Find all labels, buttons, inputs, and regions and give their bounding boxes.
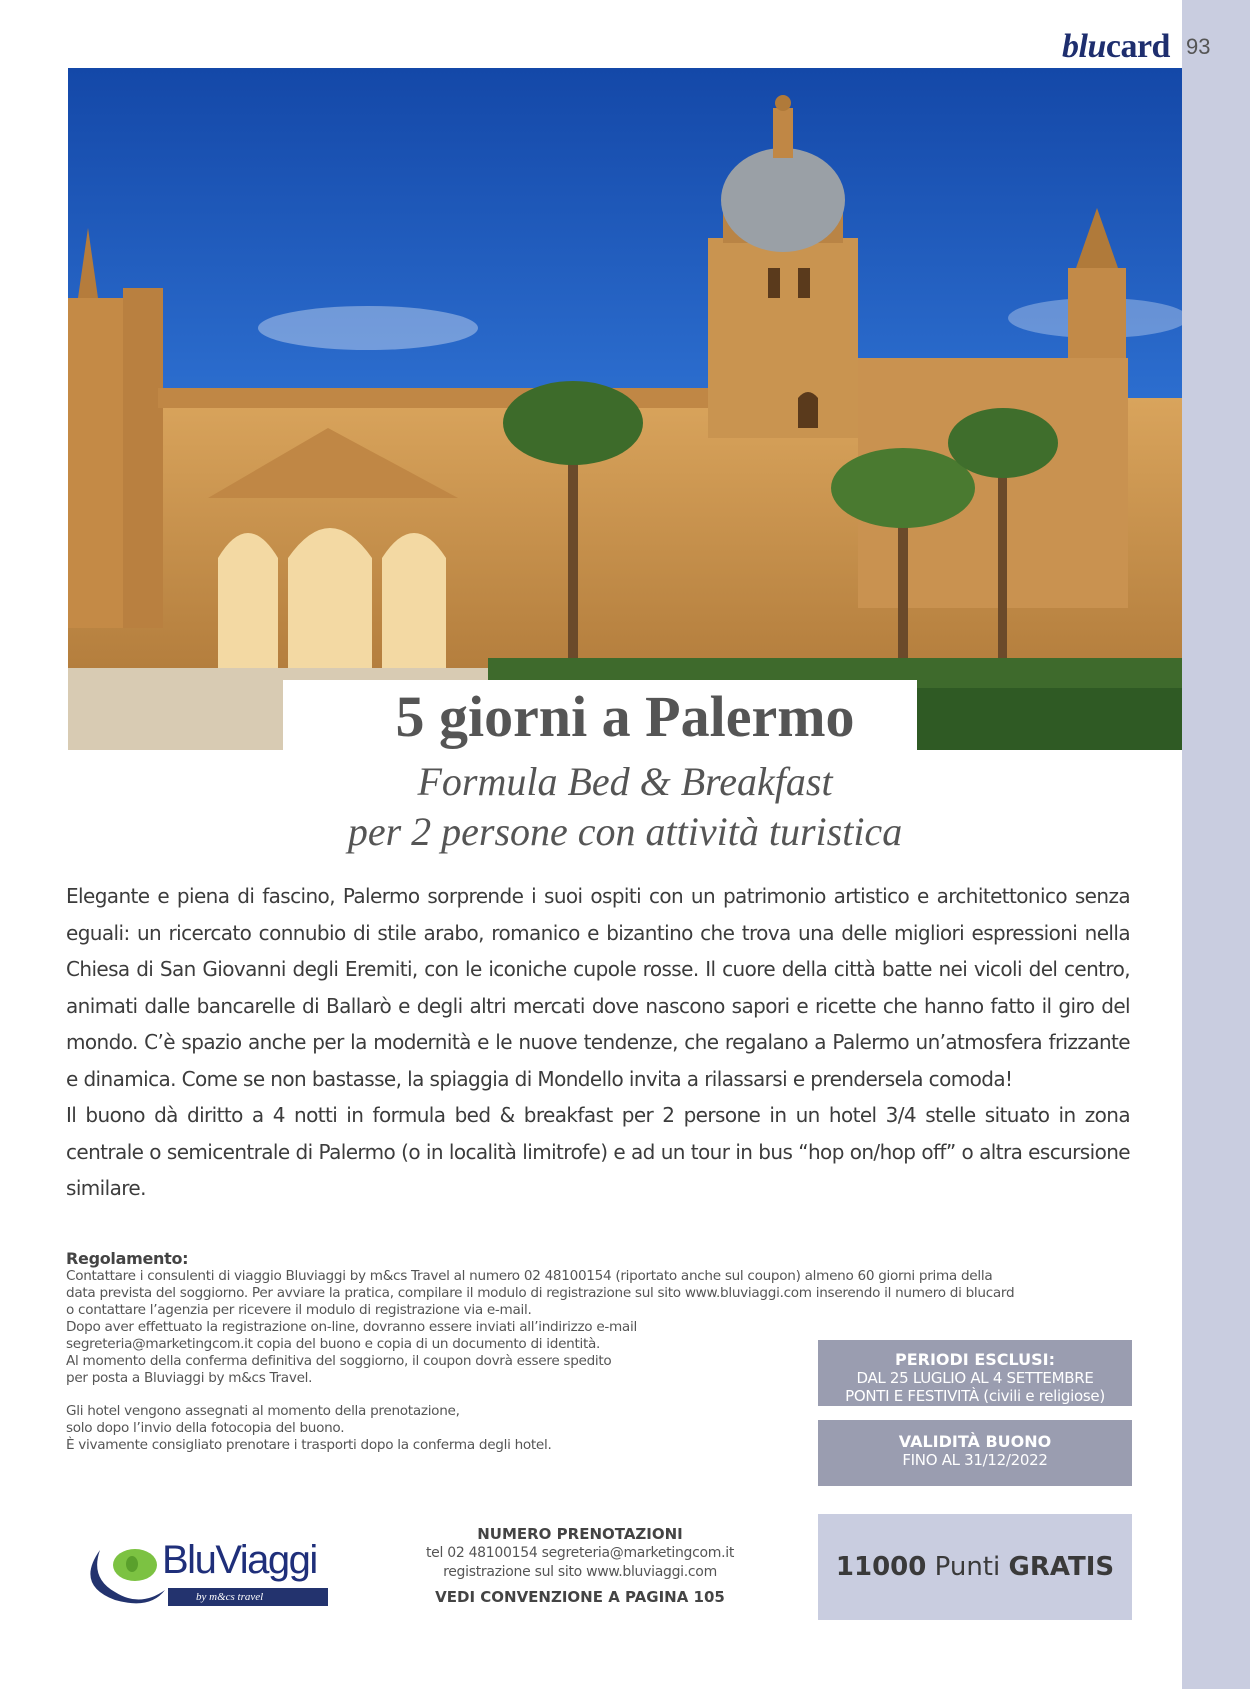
bluviaggi-tagline: by m&cs travel [168,1588,328,1606]
description [66,878,1130,1207]
hotel-note-line: Gli hotel vengono assegnati al momento della prenotazione, [66,1403,460,1419]
periodi-line: PONTI E FESTIVITÀ (civili e religiose) [845,1387,1105,1405]
validita-line: FINO AL 31/12/2022 [902,1451,1048,1469]
side-band [1182,0,1250,1689]
page-number: 93 [1186,34,1211,59]
regolamento-title: Regolamento: [66,1249,189,1268]
periodi-esclusi-box [818,1340,1132,1406]
contact-title: NUMERO PRENOTAZIONI [477,1525,683,1543]
hotel-note-line: solo dopo l’invio della fotocopia del buono. [66,1420,345,1436]
regolamento-line: Dopo aver effettuato la registrazione on-line, dovranno essere inviati all’indirizzo e-mail [66,1319,637,1335]
subtitle-formula: Formula Bed & Breakfast [417,759,833,804]
page-title: 5 giorni a Palermo [395,684,855,749]
regolamento-line: Contattare i consulenti di viaggio Bluviaggi by m&cs Travel al numero 02 48100154 (riportato anche sul coupon) almeno 60 giorni prima della [66,1268,993,1284]
contact-block [410,1524,750,1606]
periodi-line: DAL 25 LUGLIO AL 4 SETTEMBRE [856,1369,1094,1387]
hotel-note-line: È vivamente consigliato prenotare i trasporti dopo la conferma degli hotel. [66,1437,552,1453]
subtitle-persons: per 2 persone con attività turistica [347,809,903,854]
points-label: Punti [934,1552,1001,1582]
periodi-title: PERIODI ESCLUSI: [894,1350,1056,1369]
regolamento-line: segreteria@marketingcom.it copia del buono e copia di un documento di identità. [66,1336,601,1352]
voucher-paragraph: Il buono dà diritto a 4 notti in formula bed & breakfast per 2 persone in un hotel 3/4 stelle situato in zona centrale o semicentrale di Palermo (o in località limitrofe) e ad un tour in bus “hop on/hop off” o altra escursione similare. [66,1103,1130,1200]
points-free: GRATIS [1008,1552,1115,1582]
bluviaggi-swoosh-icon [80,1530,170,1620]
regolamento-line: Al momento della conferma definitiva del soggiorno, il coupon dovrà essere spedito [66,1353,612,1369]
validita-box [818,1420,1132,1486]
description-paragraph: Elegante e piena di fascino, Palermo sorprende i suoi ospiti con un patrimonio artistico e architettonico senza eguali: un ricercato connubio di stile arabo, romanico e bizantino che trova una delle migliori espressioni nella Chiesa di San Giovanni degli Eremiti, con le iconiche cupole rosse. Il cuore della città batte nei vicoli del centro, animati dalle bancarelle di Ballarò e degli altri mercati dove nascono sapori e ricette che hanno fatto il giro del mondo. C’è spazio anche per la modernità e le nuove tendenze, che regalano a Palermo un’atmosfera frizzante e dinamica. Come se non bastasse, la spiaggia di Mondello invita a rilassarsi e prendersela comoda! [66,884,1130,1091]
regolamento-line: o contattare l’agenzia per ricevere il modulo di registrazione via e-mail. [66,1302,532,1318]
contact-website: registrazione sul sito www.bluviaggi.com [443,1564,717,1580]
bluviaggi-name: BluViaggi [162,1538,317,1582]
points-box [818,1514,1132,1620]
contact-phone-email: tel 02 48100154 segreteria@marketingcom.it [425,1545,735,1561]
regolamento-line: per posta a Bluviaggi by m&cs Travel. [66,1370,313,1386]
convenzione-link: VEDI CONVENZIONE A PAGINA 105 [435,1588,725,1606]
validita-title: VALIDITÀ BUONO [898,1432,1052,1451]
blucard-logo: blucard [1062,28,1170,65]
palermo-cathedral-photo [68,68,1182,750]
regolamento-line: data prevista del soggiorno. Per avviare la pratica, compilare il modulo di registrazione sul sito www.bluviaggi.com inserendo il numero di blucard [66,1285,1015,1301]
points-amount: 11000 [835,1552,927,1582]
